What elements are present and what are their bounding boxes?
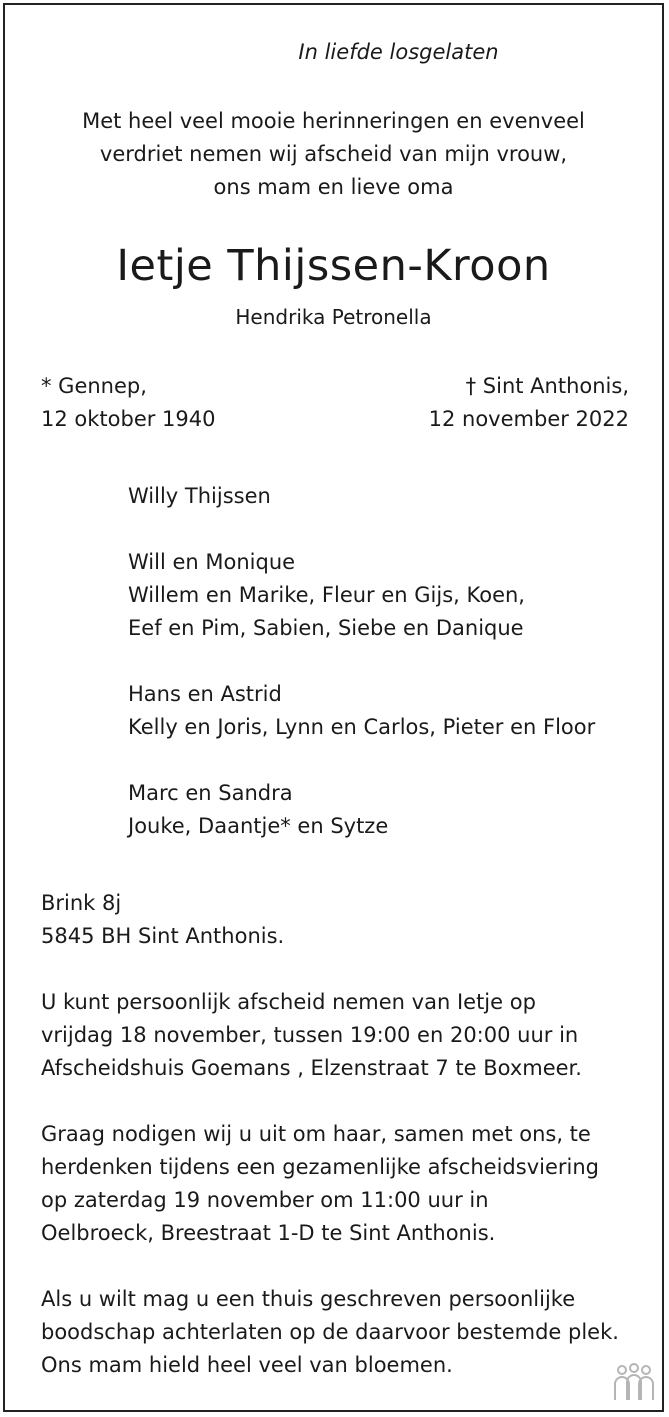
family-group — [128, 678, 595, 744]
intro-text — [5, 105, 662, 204]
service-line: Oelbroeck, Breestraat 1-D te Sint Anthonis. — [41, 1221, 496, 1245]
address-line: Brink 8j — [41, 891, 122, 915]
intro-line: verdriet nemen wij afscheid van mijn vrouw, — [99, 142, 568, 166]
death-date: 12 november 2022 — [428, 407, 629, 431]
given-names: Hendrika Petronella — [235, 305, 432, 329]
intro-line: Met heel veel mooie herinneringen en evenveel — [82, 109, 585, 133]
people-group-icon — [610, 1362, 658, 1402]
family-line: Will en Monique — [128, 550, 296, 574]
birth-info — [41, 370, 216, 436]
family-line: Hans en Astrid — [128, 682, 282, 706]
family-line: Jouke, Daantje* en Sytze — [128, 814, 389, 838]
service-line: Graag nodigen wij u uit om haar, samen met ons, te — [41, 1122, 591, 1146]
address — [41, 887, 641, 953]
family-line: Eef en Pim, Sabien, Siebe en Danique — [128, 616, 524, 640]
birth-date: 12 oktober 1940 — [41, 407, 216, 431]
service-text — [41, 1118, 641, 1250]
obituary-card — [3, 3, 664, 1412]
family-group — [128, 777, 595, 843]
family-group — [128, 480, 595, 513]
details — [41, 887, 641, 1382]
visitation-line: U kunt persoonlijk afscheid nemen van Ietje op — [41, 990, 536, 1014]
service-line: op zaterdag 19 november om 11:00 uur in — [41, 1188, 489, 1212]
family-line: Willy Thijssen — [128, 484, 271, 508]
family-line: Willem en Marike, Fleur en Gijs, Koen, — [128, 583, 525, 607]
closing-text — [41, 1283, 641, 1382]
death-info — [429, 370, 629, 436]
closing-line: boodschap achterlaten op de daarvoor bestemde plek. — [41, 1320, 619, 1344]
visitation-line: vrijdag 18 november, tussen 19:00 en 20:00 uur in — [41, 1023, 579, 1047]
address-line: 5845 BH Sint Anthonis. — [41, 924, 285, 948]
closing-line: Als u wilt mag u een thuis geschreven persoonlijke — [41, 1287, 576, 1311]
visitation-text — [41, 986, 641, 1085]
intro-line: ons mam en lieve oma — [213, 175, 454, 199]
family-list — [128, 480, 595, 843]
service-line: herdenken tijdens een gezamenlijke afscheidsviering — [41, 1155, 599, 1179]
family-line: Marc en Sandra — [128, 781, 293, 805]
deceased-name: Ietje Thijssen-Kroon — [116, 241, 551, 291]
visitation-line: Afscheidshuis Goemans , Elzenstraat 7 te Boxmeer. — [41, 1056, 582, 1080]
family-line: Kelly en Joris, Lynn en Carlos, Pieter en Floor — [128, 715, 596, 739]
death-place: † Sint Anthonis, — [465, 374, 629, 398]
closing-line: Ons mam hield heel veel van bloemen. — [41, 1353, 453, 1377]
birth-place: * Gennep, — [41, 374, 147, 398]
motto: In liefde losgelaten — [298, 40, 499, 64]
family-group — [128, 546, 595, 645]
